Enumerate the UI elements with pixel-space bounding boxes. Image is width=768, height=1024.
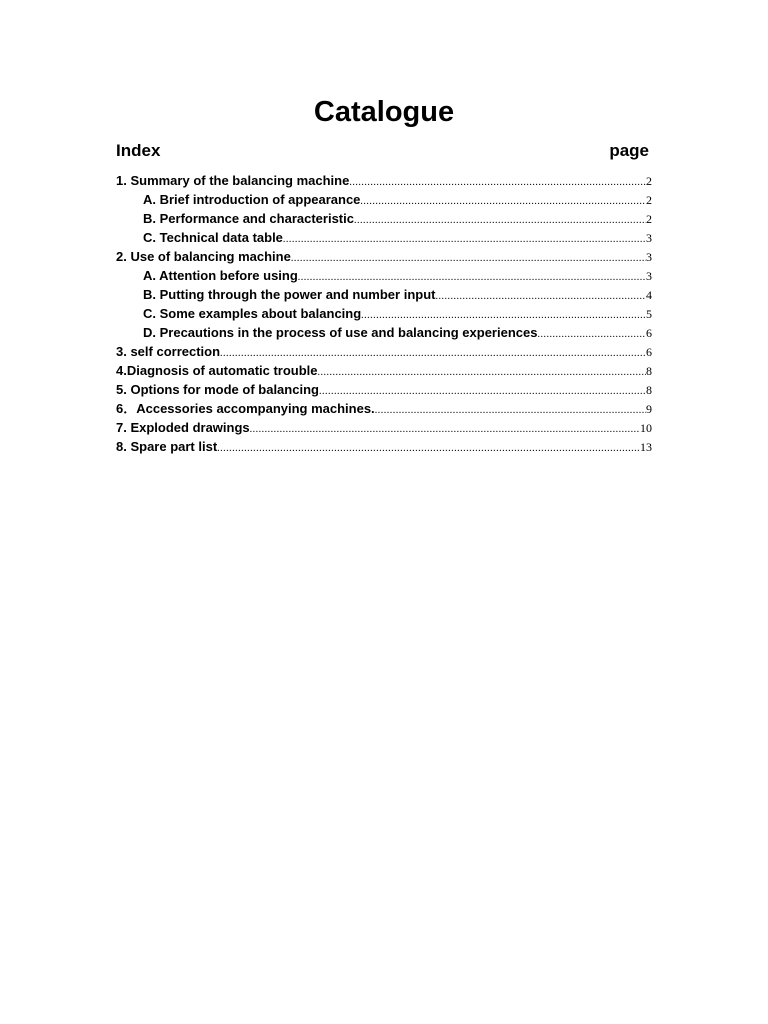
toc-entry-label: C. Technical data table (143, 230, 283, 245)
page-title: Catalogue (313, 96, 455, 128)
toc-subentry[interactable] (116, 323, 652, 342)
toc-entry-label: C. Some examples about balancing (143, 306, 362, 321)
toc-entry-label: 5. Options for mode of balancing (116, 382, 319, 397)
toc-entry-label: A. Attention before using (143, 268, 298, 283)
toc-entry-label: B. Performance and characteristic (143, 211, 354, 226)
toc-entry-page: 10 (640, 421, 652, 435)
toc-dot-leader (283, 230, 646, 249)
toc-subentry[interactable] (116, 209, 652, 228)
toc-entry-label: 4.Diagnosis of automatic trouble (116, 363, 318, 378)
toc-entry-label: B. Putting through the power and number input (143, 287, 436, 302)
toc-entry[interactable] (116, 418, 652, 437)
toc-dot-leader (349, 173, 646, 192)
toc-subentry[interactable] (116, 285, 652, 304)
toc-entry-page: 3 (646, 269, 652, 283)
index-header (116, 141, 649, 163)
toc-entry[interactable] (116, 399, 652, 418)
toc-dot-leader (354, 211, 646, 230)
toc-entry[interactable] (116, 247, 652, 266)
toc-entry-label: 1. Summary of the balancing machine (116, 173, 350, 188)
toc-entry-label: 7. Exploded drawings (116, 420, 250, 435)
toc-entry-page: 6 (646, 326, 652, 340)
toc-entry[interactable] (116, 171, 652, 190)
toc-entry-page: 2 (646, 193, 652, 207)
toc-subentry[interactable] (116, 304, 652, 323)
toc-dot-leader (435, 287, 646, 306)
toc-entry[interactable] (116, 342, 652, 361)
toc-dot-leader (291, 249, 646, 268)
toc-entry-label: 3. self correction (116, 344, 221, 359)
toc-entry-page: 4 (646, 288, 652, 302)
toc-entry[interactable] (116, 361, 652, 380)
toc-subentry[interactable] (116, 190, 652, 209)
toc-dot-leader (318, 363, 646, 382)
toc-entry-page: 8 (646, 364, 652, 378)
toc-entry-label: 8. Spare part list (116, 439, 218, 454)
toc-entry-label: 6．Accessories accompanying machines. (116, 401, 375, 416)
toc-entry-page: 5 (646, 307, 652, 321)
toc-entry-page: 3 (646, 250, 652, 264)
table-of-contents (116, 171, 652, 456)
toc-subentry[interactable] (116, 266, 652, 285)
page-column-label: page (609, 141, 649, 160)
toc-entry-page: 9 (646, 402, 652, 416)
toc-subentry[interactable] (116, 228, 652, 247)
toc-entry-page: 8 (646, 383, 652, 397)
index-label: Index (116, 141, 161, 160)
toc-entry-page: 3 (646, 231, 652, 245)
toc-dot-leader (537, 325, 646, 344)
toc-entry-label: A. Brief introduction of appearance (143, 192, 361, 207)
toc-entry-page: 2 (646, 212, 652, 226)
toc-entry[interactable] (116, 437, 652, 456)
toc-entry-label: 2. Use of balancing machine (116, 249, 291, 264)
toc-entry-page: 13 (640, 440, 652, 454)
toc-dot-leader (217, 439, 640, 458)
toc-dot-leader (375, 401, 646, 420)
toc-dot-leader (360, 192, 646, 211)
toc-entry-label: D. Precautions in the process of use and balancing experiences (143, 325, 538, 340)
toc-entry[interactable] (116, 380, 652, 399)
toc-dot-leader (250, 420, 640, 439)
toc-entry-page: 6 (646, 345, 652, 359)
toc-entry-page: 2 (646, 174, 652, 188)
